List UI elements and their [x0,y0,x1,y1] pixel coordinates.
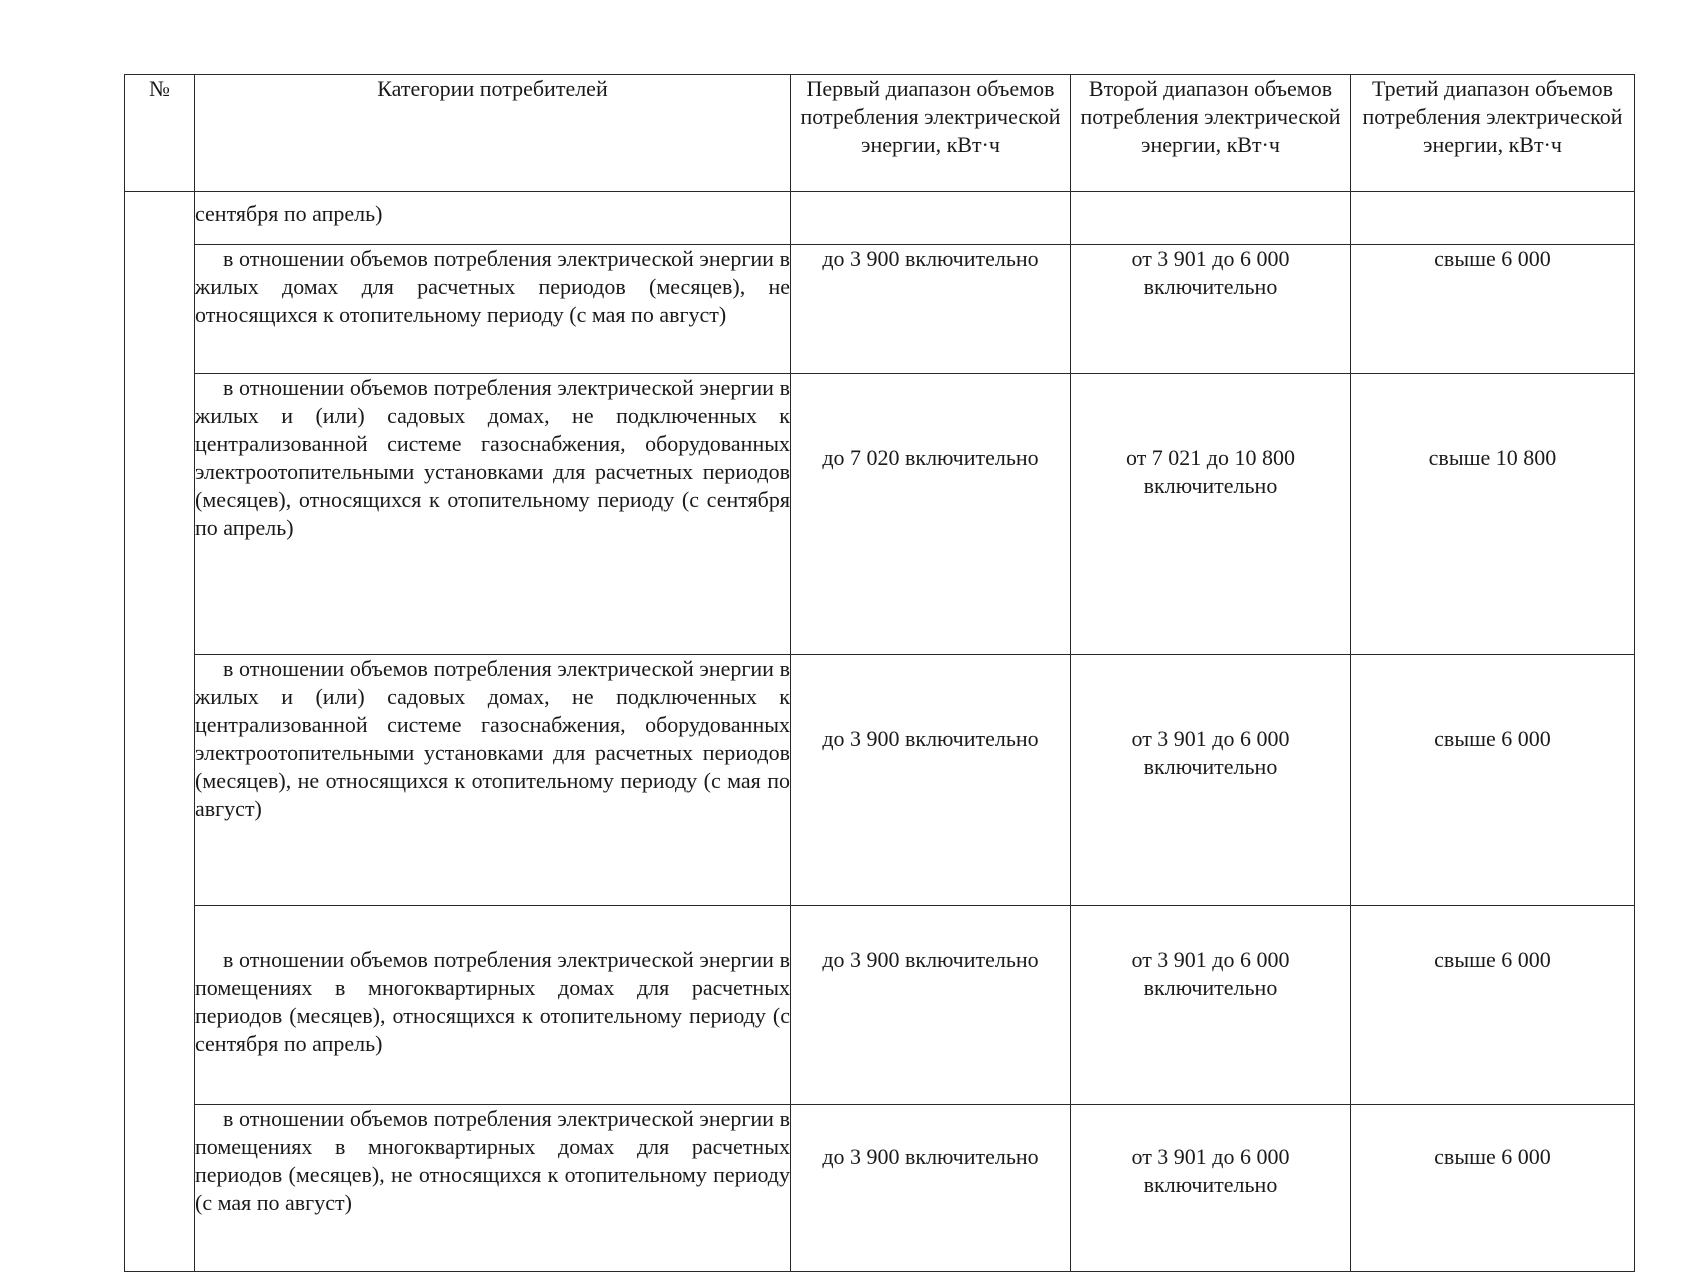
consumption-ranges-table [124,74,1635,1272]
range-2-cell: от 3 901 до 6 000 включительно [1071,906,1351,1105]
category-cell [195,655,791,906]
header-range-2: Второй диапазон объемов потребления электрической энергии, кВт·ч [1071,75,1351,192]
category-cell [195,906,791,1105]
range-3-cell: свыше 6 000 [1351,906,1635,1105]
range-3-cell: свыше 6 000 [1351,245,1635,374]
category-text: в отношении объемов потребления электрической энергии в жилых домах для расчетных периодов (месяцев), не относящихся к отопительному периоду (с мая по август) [195,246,790,327]
category-cell: сентября по апрель) [195,192,791,245]
table-row [125,1105,1635,1272]
header-category: Категории потребителей [195,75,791,192]
range-2-cell: от 3 901 до 6 000 включительно [1071,245,1351,374]
category-cell [195,245,791,374]
header-range-3: Третий диапазон объемов потребления электрической энергии, кВт·ч [1351,75,1635,192]
range-3-cell [1351,192,1635,245]
row-number-cell [125,192,195,1272]
range-3-cell: свыше 10 800 [1351,374,1635,655]
category-cell [195,374,791,655]
table-row [125,245,1635,374]
range-1-cell: до 7 020 включительно [791,374,1071,655]
table-row [125,192,1635,245]
table-row [125,655,1635,906]
range-3-cell: свыше 6 000 [1351,1105,1635,1272]
category-text: в отношении объемов потребления электрической энергии в жилых и (или) садовых домах, не подключенных к централизованной системе газоснабжения, оборудованных электроотопительными установками для расчетных периодов (месяцев), не относящихся к отопительному периоду (с мая по август) [195,656,790,821]
category-text: в отношении объемов потребления электрической энергии в жилых и (или) садовых домах, не подключенных к централизованной системе газоснабжения, оборудованных электроотопительными установками для расчетных периодов (месяцев), относящихся к отопительному периоду (с сентября по апрель) [195,375,790,540]
range-1-cell: до 3 900 включительно [791,906,1071,1105]
header-range-1: Первый диапазон объемов потребления электрической энергии, кВт·ч [791,75,1071,192]
range-2-cell [1071,192,1351,245]
range-1-cell: до 3 900 включительно [791,245,1071,374]
range-2-cell: от 3 901 до 6 000 включительно [1071,1105,1351,1272]
range-2-cell: от 3 901 до 6 000 включительно [1071,655,1351,906]
table-header-row [125,75,1635,192]
range-1-cell: до 3 900 включительно [791,655,1071,906]
table-row [125,374,1635,655]
range-1-cell [791,192,1071,245]
category-text: в отношении объемов потребления электрической энергии в помещениях в многоквартирных домах для расчетных периодов (месяцев), не относящихся к отопительному периоду (с мая по август) [195,1106,790,1215]
range-3-cell: свыше 6 000 [1351,655,1635,906]
range-1-cell: до 3 900 включительно [791,1105,1071,1272]
category-cell [195,1105,791,1272]
header-number: № [125,75,195,192]
table-row [125,906,1635,1105]
category-text: в отношении объемов потребления электрической энергии в помещениях в многоквартирных домах для расчетных периодов (месяцев), относящихся к отопительному периоду (с сентября по апрель) [195,947,790,1056]
range-2-cell: от 7 021 до 10 800 включительно [1071,374,1351,655]
